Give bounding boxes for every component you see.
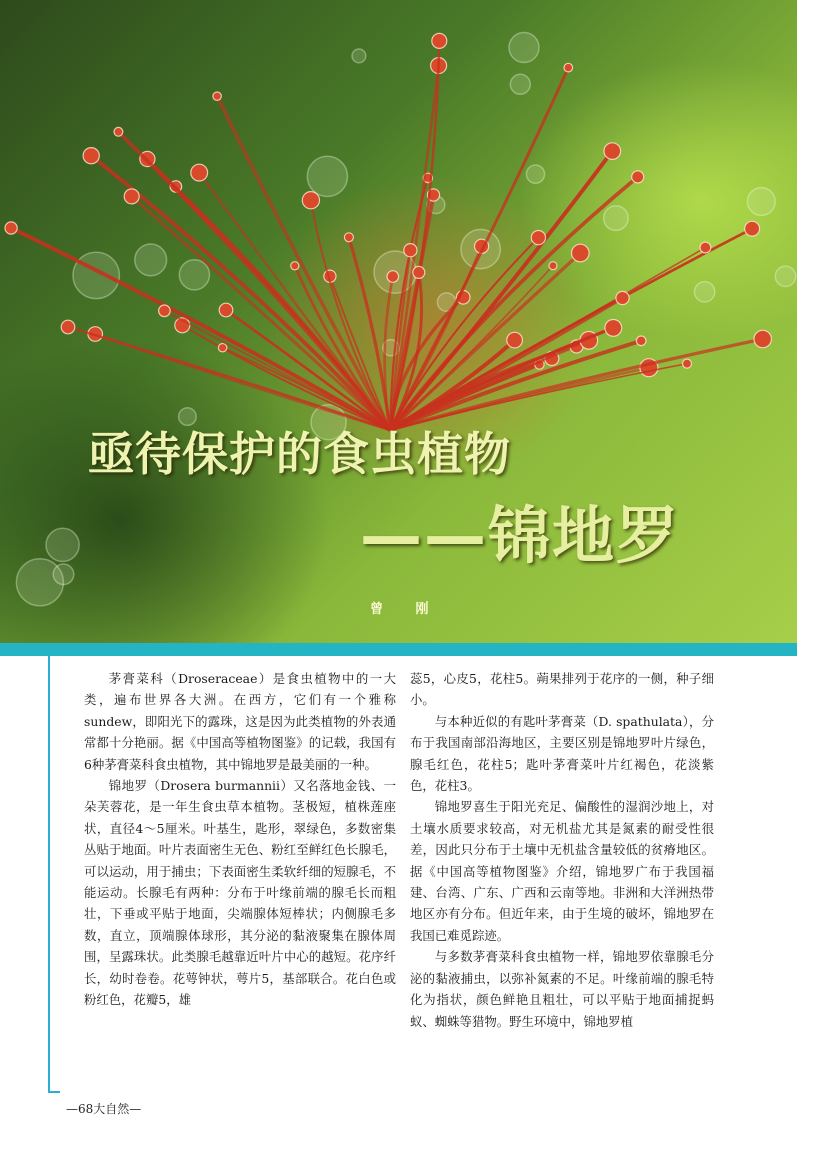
bokeh-droplet	[694, 282, 714, 302]
dew-gland	[413, 266, 425, 278]
bokeh-droplet	[179, 260, 209, 290]
bokeh-droplet	[307, 156, 347, 196]
article-column-right	[410, 668, 714, 1032]
bokeh-droplet	[509, 33, 539, 63]
bokeh-droplet	[73, 252, 119, 298]
dew-gland	[191, 164, 208, 181]
left-margin-rule	[48, 656, 50, 1091]
bokeh-droplet	[604, 206, 629, 231]
dew-gland	[387, 271, 399, 283]
article-title-line1: 亟待保护的食虫植物	[88, 427, 511, 481]
dew-gland	[159, 305, 171, 317]
dew-gland	[432, 33, 447, 48]
dew-gland	[213, 92, 221, 100]
bokeh-droplet	[526, 165, 544, 183]
bottom-margin-rule	[48, 1091, 60, 1093]
dew-gland	[683, 359, 692, 368]
bokeh-droplet	[46, 528, 79, 561]
bokeh-droplet	[510, 74, 530, 94]
dew-gland	[572, 244, 590, 262]
dew-gland	[404, 244, 417, 257]
article-title-line2: ——锦地罗	[360, 499, 681, 572]
paragraph: 锦地罗喜生于阳光充足、偏酸性的湿润沙地上，对土壤水质要求较高，对无机盐尤其是氮素的耐受性很差，因此只分布于土壤中无机盐含量较低的贫瘠地区。据《中国高等植物图鉴》介绍，锦地罗广布于我国福建、台湾、广东、广西和云南等地。非洲和大洋洲热带地区亦有分布。但近年来，由于生境的破坏，锦地罗在我国已难觅踪迹。	[410, 799, 714, 943]
author-name: 曾 刚	[370, 602, 443, 617]
dew-gland	[531, 231, 545, 245]
paragraph: 蕊5，心皮5，花柱5。蒴果排列于花序的一侧，种子细小。	[410, 671, 714, 708]
paragraph: 锦地罗（Drosera burmannii）又名落地金钱、一朵芙蓉花，是一年生食虫草本植物。茎极短，植株莲座状，直径4～5厘米。叶基生，匙形，翠绿色，多数密集丛贴于地面。叶片表面密生无色、粉红至鲜红色长腺毛，可以运动，用于捕虫；下表面密生柔软纤细的短腺毛，不能运动。长腺毛有两种：分布于叶缘前端的腺毛长而粗壮，下垂或平贴于地面，尖端腺体短棒状；内侧腺毛多数，直立，顶端腺体球形，其分泌的黏液聚集在腺体周围，呈露珠状。此类腺毛越靠近叶片中心的越短。花序纤长，幼时卷卷。花萼钟状，萼片5，基部联合。花白色或粉红色，花瓣5，雄	[84, 778, 396, 1008]
bokeh-droplet	[53, 564, 74, 585]
dew-gland	[745, 221, 760, 236]
article-column-left	[84, 668, 396, 1011]
page-footer: —68大自然—	[66, 1102, 142, 1116]
dew-gland	[344, 233, 353, 242]
dew-gland	[302, 192, 319, 209]
paragraph: 与多数茅膏菜科食虫植物一样，锦地罗依靠腺毛分泌的黏液捕虫，以弥补氮素的不足。叶缘前端的腺毛特化为指状，颜色鲜艳且粗壮，可以平贴于地面捕捉蚂蚁、蜘蛛等猎物。野生环境中，锦地罗植	[410, 949, 714, 1029]
dew-gland	[83, 148, 99, 164]
dew-gland	[549, 262, 557, 270]
dew-gland	[604, 143, 621, 160]
dew-gland	[700, 242, 711, 253]
paragraph: 茅膏菜科（Droseraceae）是食虫植物中的一大类，遍布世界各大洲。在西方，它们有一个雅称sundew，即阳光下的露珠，这是因为此类植物的外表通常都十分艳丽。据《中国高等植物图鉴》的记载，我国有6种茅膏菜科食虫植物，其中锦地罗是最美丽的一种。	[84, 671, 396, 772]
dew-gland	[616, 291, 629, 304]
dew-gland	[5, 222, 17, 234]
dew-gland	[291, 262, 299, 270]
dew-gland	[507, 332, 523, 348]
dew-gland	[124, 189, 139, 204]
tentacle-stalk	[199, 173, 390, 430]
dew-gland	[564, 63, 573, 72]
dew-gland	[114, 127, 123, 136]
paragraph: 与本种近似的有匙叶茅膏菜（D. spathulata），分布于我国南部沿海地区，主要区别是锦地罗叶片绿色，腺毛红色，花柱5；匙叶茅膏菜叶片红褐色，花淡紫色，花柱3。	[410, 713, 714, 794]
dew-gland	[636, 336, 646, 346]
accent-bar	[0, 643, 797, 656]
dew-gland	[605, 320, 622, 337]
dew-gland	[61, 320, 75, 334]
dew-gland	[632, 171, 644, 183]
bokeh-droplet	[352, 49, 366, 63]
bokeh-droplet	[747, 188, 775, 216]
dew-gland	[218, 344, 226, 352]
dew-gland	[754, 330, 771, 347]
dew-gland	[219, 303, 233, 317]
bokeh-droplet	[135, 244, 167, 276]
bokeh-droplet	[775, 266, 795, 286]
